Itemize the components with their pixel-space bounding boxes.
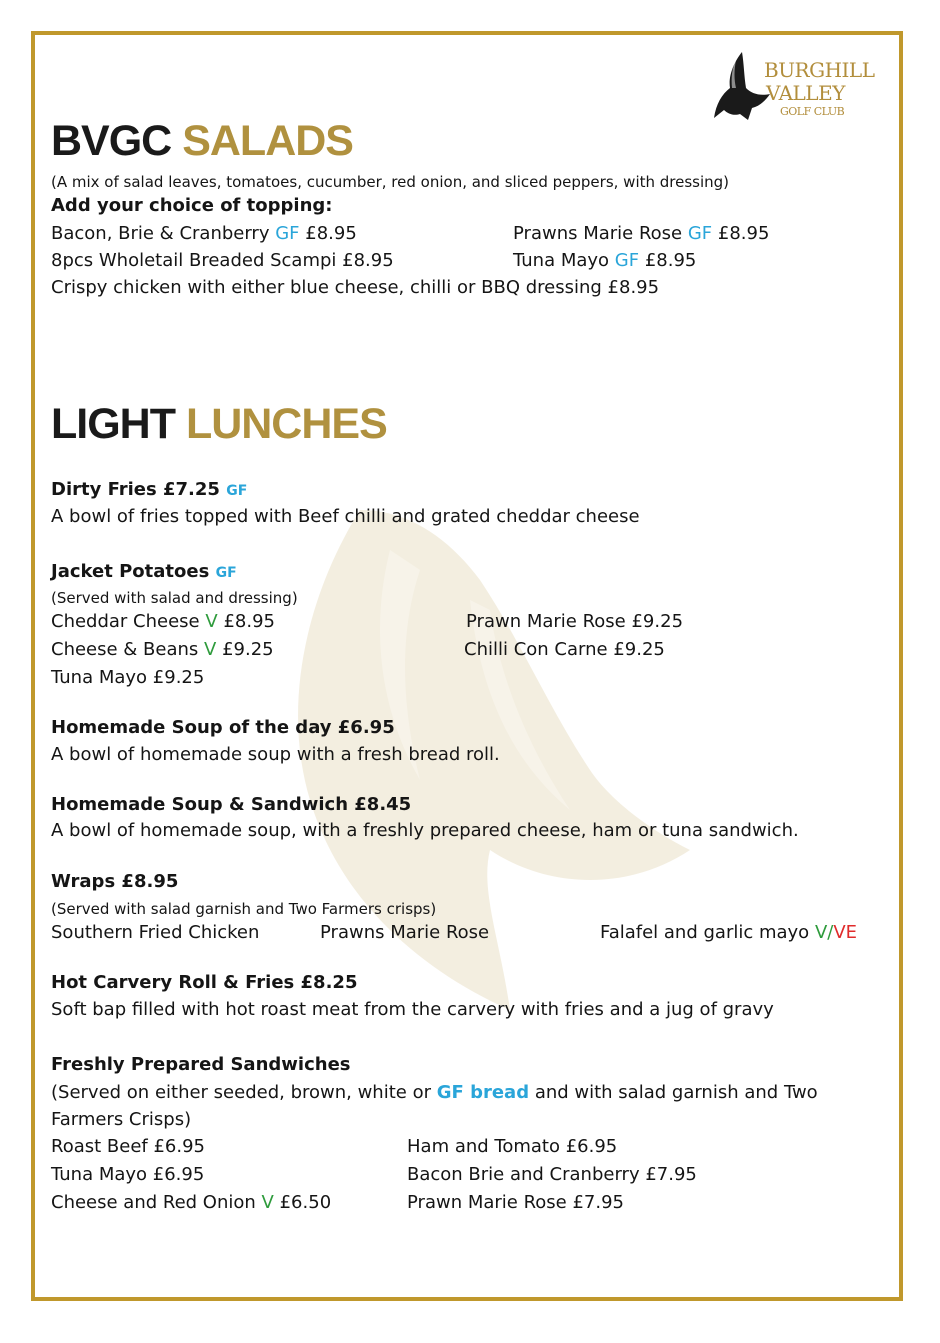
soup-desc: A bowl of homemade soup with a fresh bread roll. (51, 744, 500, 765)
salad-item: Tuna Mayo GF £8.95 (513, 250, 697, 271)
salads-description: (A mix of salad leaves, tomatoes, cucumber, red onion, and sliced peppers, with dressing) (51, 173, 730, 191)
wrap-item: Falafel and garlic mayo V/VE (600, 922, 858, 943)
salads-heading (51, 117, 353, 166)
jacket-item: Prawn Marie Rose £9.25 (466, 611, 684, 632)
jacket-item: Cheddar Cheese V £8.95 (51, 611, 275, 632)
dirty-fries-desc: A bowl of fries topped with Beef chilli and grated cheddar cheese (51, 506, 640, 527)
wrap-item: Prawns Marie Rose (320, 922, 490, 943)
jacket-item: Chilli Con Carne £9.25 (464, 639, 665, 660)
wrap-item: Southern Fried Chicken (51, 922, 260, 943)
sandwich-item: Cheese and Red Onion V £6.50 (51, 1192, 332, 1213)
jacket-item: Cheese & Beans V £9.25 (51, 639, 274, 660)
sandwich-item: Tuna Mayo £6.95 (51, 1164, 205, 1185)
sandwich-item: Ham and Tomato £6.95 (407, 1136, 618, 1157)
dirty-fries-title: Dirty Fries £7.25 GF (51, 479, 248, 500)
salads-heading-b: SALADS (182, 117, 353, 165)
club-logo (712, 48, 882, 124)
jacket-item: Tuna Mayo £9.25 (51, 667, 205, 688)
lunches-heading-b: LUNCHES (185, 400, 387, 448)
sandwiches-title: Freshly Prepared Sandwiches (51, 1054, 351, 1075)
salad-item: Crispy chicken with either blue cheese, chilli or BBQ dressing £8.95 (51, 277, 660, 298)
salad-item: 8pcs Wholetail Breaded Scampi £8.95 (51, 250, 394, 271)
salad-item: Bacon, Brie & Cranberry GF £8.95 (51, 223, 357, 244)
lunches-heading (51, 400, 387, 449)
sandwich-item: Prawn Marie Rose £7.95 (407, 1192, 624, 1213)
jacket-title: Jacket Potatoes GF (51, 561, 237, 582)
topping-heading: Add your choice of topping: (51, 195, 333, 216)
logo-line-1: BURGHILL (764, 58, 875, 82)
carvery-title: Hot Carvery Roll & Fries £8.25 (51, 972, 358, 993)
eagle-logo-icon (712, 48, 772, 124)
salad-item: Prawns Marie Rose GF £8.95 (513, 223, 770, 244)
salads-heading-a: BVGC (51, 117, 172, 165)
logo-line-2: VALLEY (766, 81, 845, 105)
soup-title: Homemade Soup of the day £6.95 (51, 717, 395, 738)
soup-sandwich-desc: A bowl of homemade soup, with a freshly prepared cheese, ham or tuna sandwich. (51, 820, 799, 841)
sandwiches-note-cont: Farmers Crisps) (51, 1109, 192, 1130)
soup-sandwich-title: Homemade Soup & Sandwich £8.45 (51, 794, 412, 815)
wraps-title: Wraps £8.95 (51, 871, 179, 892)
lunches-heading-a: LIGHT (51, 400, 175, 448)
wraps-note: (Served with salad garnish and Two Farmers crisps) (51, 900, 437, 918)
sandwich-item: Roast Beef £6.95 (51, 1136, 205, 1157)
jacket-note: (Served with salad and dressing) (51, 589, 298, 607)
carvery-desc: Soft bap filled with hot roast meat from the carvery with fries and a jug of gravy (51, 999, 774, 1020)
sandwich-item: Bacon Brie and Cranberry £7.95 (407, 1164, 697, 1185)
sandwiches-note: (Served on either seeded, brown, white or GF bread and with salad garnish and Two (51, 1082, 818, 1103)
logo-line-3: GOLF CLUB (780, 105, 845, 118)
